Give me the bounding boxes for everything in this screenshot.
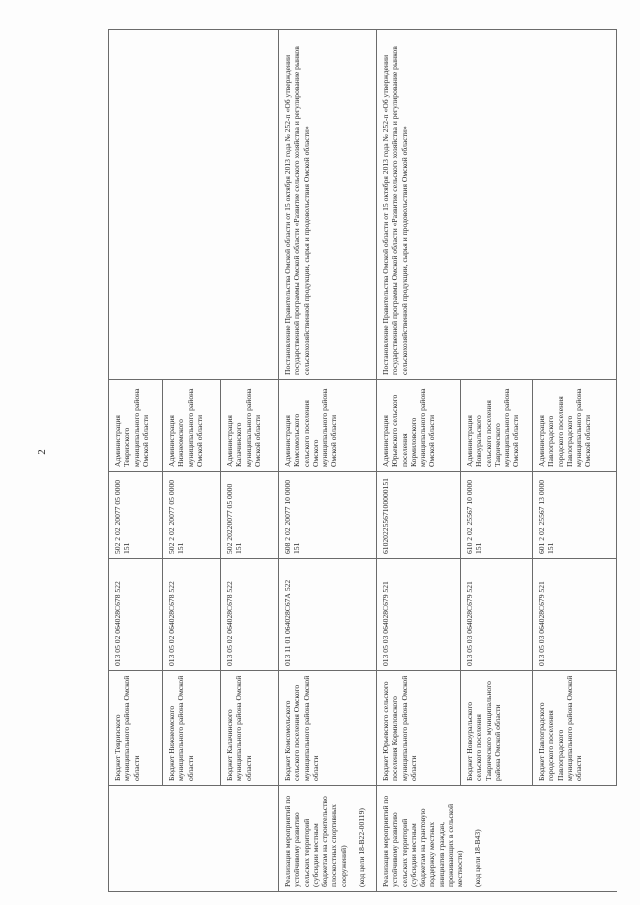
revenue-code-cell: 502 20220077 05 0000 151 xyxy=(221,472,279,559)
table-row xyxy=(163,30,221,892)
classification-code-cell: 013 05 02 064028С678 522 xyxy=(163,559,221,671)
legal-act-cell xyxy=(221,30,279,380)
budget-cell: Бюджет Калачинского муниципального района Омской области xyxy=(221,671,279,786)
classification-code-cell: 013 05 03 064028С679 521 xyxy=(533,559,617,671)
administrator-cell: Администрация Нижнеомского муниципального района Омской области xyxy=(163,380,221,472)
classification-code-cell: 013 05 03 064028С679 521 xyxy=(377,559,461,671)
page-number: 2 xyxy=(36,449,48,455)
program-text: Реализация мероприятий по устойчивому развитию сельских территорий (субсидии местным бюджетам на грантовую поддержку местных инициатив граждан, проживающих в сельской местности) xyxy=(381,795,464,887)
program-code: (код цели 18-В22-00119) xyxy=(356,808,366,887)
program-text: Реализация мероприятий по устойчивому развитию сельских территорий (субсидии местным бюджетам на строительство плоскостных спортивных сооружений) xyxy=(283,795,348,887)
program-cell xyxy=(163,786,221,892)
budget-cell: Бюджет Комсомольского сельского поселения Омского муниципального района Омской области xyxy=(279,671,377,786)
administrator-cell: Администрация Юрьевского сельского поселения Кормиловского муниципального района Омской области xyxy=(377,380,461,472)
budget-cell: Бюджет Новоуральского сельского поселения Таврического муниципального района Омской области xyxy=(461,671,533,786)
budget-cell: Бюджет Юрьевского сельского поселения Кормиловского муниципального района Омской области xyxy=(377,671,461,786)
program-code: (код цели 18-В43) xyxy=(473,829,483,887)
revenue-code-cell: 502 2 02 20077 05 0000 151 xyxy=(109,472,163,559)
classification-code-cell: 013 05 02 064028С678 522 xyxy=(221,559,279,671)
revenue-code-cell: 502 2 02 20077 05 0000 151 xyxy=(163,472,221,559)
legal-act-cell: Постановление Правительства Омской области от 15 октября 2013 года № 252-п «Об утверждении государственной программы Омской области «Развитие сельского хозяйства и регулирование рынков сельскохозяйственной продукции, сырья и продовольствия Омской области» xyxy=(279,30,377,380)
administrator-cell: Администрация Калачинского муниципального района Омской области xyxy=(221,380,279,472)
classification-code-cell: 013 05 02 064028С678 522 xyxy=(109,559,163,671)
allocation-table xyxy=(108,29,617,892)
administrator-cell: Администрация Новоуральского сельского поселения Таврического муниципального района Омской области xyxy=(461,380,533,472)
table-row xyxy=(109,30,163,892)
revenue-code-cell: 601 2 02 25567 13 0000 151 xyxy=(533,472,617,559)
table-row xyxy=(279,30,377,892)
revenue-code-cell: 61020225567100000151 xyxy=(377,472,461,559)
classification-code-cell: 013 11 01 064028С67А 522 xyxy=(279,559,377,671)
administrator-cell: Администрация Тевризского муниципального района Омской области xyxy=(109,380,163,472)
administrator-cell: Администрация Комсомольского сельского поселения Омского муниципального района Омской области xyxy=(279,380,377,472)
program-cell xyxy=(377,786,617,892)
budget-cell: Бюджет Тевризского муниципального района Омской области xyxy=(109,671,163,786)
budget-cell: Бюджет Нижнеомского муниципального района Омской области xyxy=(163,671,221,786)
revenue-code-cell: 608 2 02 20077 10 0000 151 xyxy=(279,472,377,559)
classification-code-cell: 013 05 03 064028С679 521 xyxy=(461,559,533,671)
program-cell xyxy=(279,786,377,892)
table-row xyxy=(377,30,461,892)
legal-act-cell: Постановление Правительства Омской области от 15 октября 2013 года № 252-п «Об утверждении государственной программы Омской области «Развитие сельского хозяйства и регулирование рынков сельскохозяйственной продукции, сырья и продовольствия Омской области» xyxy=(377,30,617,380)
revenue-code-cell: 610 2 02 25567 10 0000 151 xyxy=(461,472,533,559)
legal-act-cell xyxy=(163,30,221,380)
program-cell xyxy=(221,786,279,892)
budget-cell: Бюджет Павлоградского городского поселения Павлоградского муниципального района Омской области xyxy=(533,671,617,786)
table-row xyxy=(221,30,279,892)
program-cell xyxy=(109,786,163,892)
administrator-cell: Администрация Павлоградского городского поселения Павлоградского муниципального района Омской области xyxy=(533,380,617,472)
rotated-table-wrapper xyxy=(108,30,616,892)
legal-act-cell xyxy=(109,30,163,380)
